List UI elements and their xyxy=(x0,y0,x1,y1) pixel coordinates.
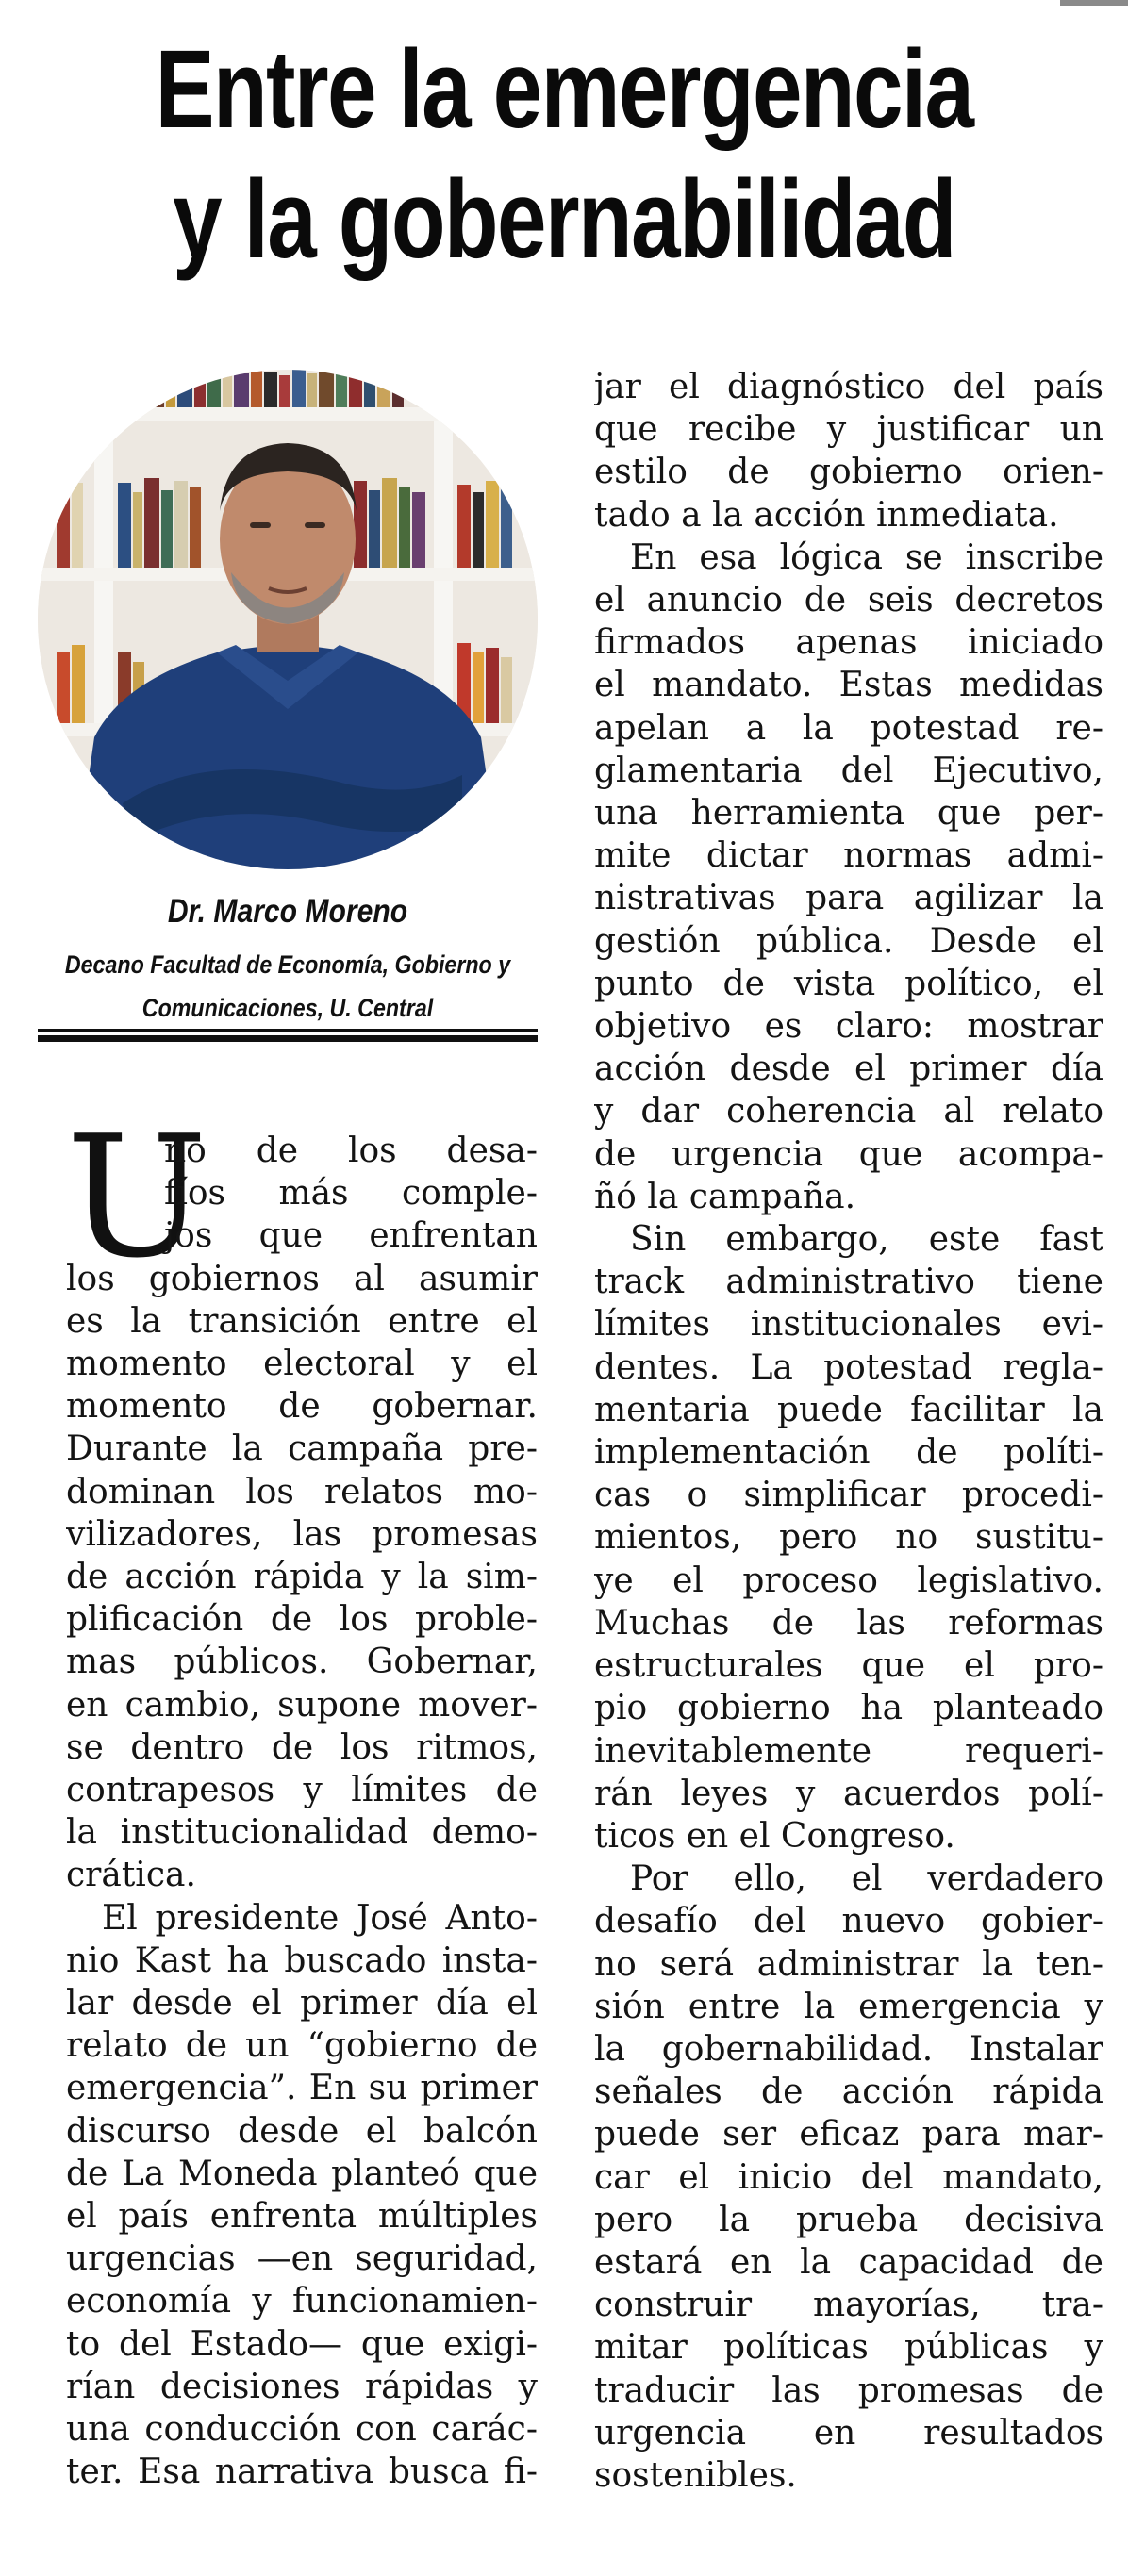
body-line: rían decisiones rápidas y xyxy=(66,2367,538,2406)
body-line: que recibe y justificar un xyxy=(594,410,1103,450)
body-line: una conducción con carác- xyxy=(66,2410,538,2450)
body-line: apelan a la potestad re- xyxy=(594,708,1103,748)
body-line: construir mayorías, tra- xyxy=(594,2286,1103,2325)
body-line: pio gobierno ha planteado xyxy=(594,1689,1103,1728)
author-portrait-photo xyxy=(38,370,538,869)
body-line: discurso desde el balcón xyxy=(66,2111,538,2151)
body-line: de acción rápida y la sim- xyxy=(66,1558,538,1597)
body-line: el anuncio de seis decretos xyxy=(594,581,1103,620)
body-line: mentaria puede facilitar la xyxy=(594,1390,1103,1429)
drop-cap-letter: U xyxy=(66,1099,208,1295)
body-line: mientos, pero no sustitu- xyxy=(594,1518,1103,1558)
body-line: jos que enfrentan xyxy=(164,1216,538,1256)
body-line: es la transición entre el xyxy=(66,1301,538,1341)
body-line: Por ello, el verdadero xyxy=(630,1859,1103,1899)
body-line: mite dictar normas admi- xyxy=(594,836,1103,876)
body-line: firmados apenas iniciado xyxy=(594,623,1103,663)
body-line: ter. Esa narrativa busca fi- xyxy=(66,2452,538,2492)
body-line: Sin embargo, este fast xyxy=(630,1220,1103,1260)
body-line: inevitablemente requeri- xyxy=(594,1731,1103,1771)
body-line: dominan los relatos mo- xyxy=(66,1472,538,1511)
body-line: implementación de políti- xyxy=(594,1433,1103,1473)
body-line: no será administrar la ten- xyxy=(594,1944,1103,1984)
body-line: to del Estado— que exigi- xyxy=(66,2324,538,2364)
body-line: mitar políticas públicas y xyxy=(594,2328,1103,2368)
body-line: la institucionalidad demo- xyxy=(66,1813,538,1853)
author-affiliation-line-1: Decano Facultad de Economía, Gobierno y xyxy=(64,950,511,979)
body-line: acción desde el primer día xyxy=(594,1049,1103,1089)
body-line: traducir las promesas de xyxy=(594,2370,1103,2410)
byline-rule-thick xyxy=(38,1035,538,1042)
body-line: estará en la capacidad de xyxy=(594,2242,1103,2282)
body-line: puede ser eficaz para mar- xyxy=(594,2115,1103,2155)
portrait-illustration xyxy=(38,370,538,869)
body-line: de urgencia que acompa- xyxy=(594,1134,1103,1174)
body-line: sostenibles. xyxy=(594,2455,797,2495)
body-line: gestión pública. Desde el xyxy=(594,921,1103,961)
body-line: tado a la acción inmediata. xyxy=(594,495,1059,535)
body-line: economía y funcionamien- xyxy=(66,2282,538,2321)
body-line: urgencia en resultados xyxy=(594,2413,1103,2452)
body-line: objetivo es claro: mostrar xyxy=(594,1007,1103,1047)
body-line: vilizadores, las promesas xyxy=(66,1514,538,1554)
body-line: track administrativo tiene xyxy=(594,1263,1103,1302)
body-line: sión entre la emergencia y xyxy=(594,1987,1103,2026)
body-line: cas o simplificar procedi- xyxy=(594,1476,1103,1515)
body-line: el país enfrenta múltiples xyxy=(66,2197,538,2237)
body-line: car el inicio del mandato, xyxy=(594,2157,1103,2197)
article-column-left xyxy=(66,1130,538,2494)
article-column-right xyxy=(594,366,1103,2497)
body-line: el mandato. Estas medidas xyxy=(594,666,1103,705)
body-line: Muchas de las reformas xyxy=(594,1603,1103,1643)
body-line: una herramienta que per- xyxy=(594,794,1103,834)
body-line: pero la prueba decisiva xyxy=(594,2200,1103,2239)
page-corner-mark xyxy=(1060,0,1128,6)
body-line: momento de gobernar. xyxy=(66,1387,538,1427)
body-line: no de los desa- xyxy=(164,1131,538,1170)
body-line: urgencias —en seguridad, xyxy=(66,2239,538,2279)
headline-line-1: Entre la emergencia xyxy=(155,27,973,152)
body-line: fíos más comple- xyxy=(164,1174,538,1214)
body-line: contrapesos y límites de xyxy=(66,1771,538,1810)
body-line: lar desde el primer día el xyxy=(66,1984,538,2023)
body-line: glamentaria del Ejecutivo, xyxy=(594,751,1103,790)
body-line: mas públicos. Gobernar, xyxy=(66,1643,538,1682)
body-line: de La Moneda planteó que xyxy=(66,2154,538,2193)
author-affiliation-line-2: Comunicaciones, U. Central xyxy=(141,994,434,1022)
body-line: estilo de gobierno orien- xyxy=(594,453,1103,492)
body-line: la gobernabilidad. Instalar xyxy=(594,2029,1103,2069)
body-line: nio Kast ha buscado insta- xyxy=(66,1940,538,1980)
byline-rule-thin xyxy=(38,1029,538,1032)
body-line: en cambio, supone mover- xyxy=(66,1685,538,1725)
body-line: crática. xyxy=(66,1856,196,1895)
body-line: estructurales que el pro- xyxy=(594,1646,1103,1686)
body-line: y dar coherencia al relato xyxy=(594,1092,1103,1131)
body-line: desafío del nuevo gobier- xyxy=(594,1902,1103,1941)
body-line: señales de acción rápida xyxy=(594,2072,1103,2112)
body-line: relato de un “gobierno de xyxy=(66,2026,538,2066)
body-line: límites institucionales evi- xyxy=(594,1305,1103,1345)
article-headline xyxy=(128,25,1001,285)
body-line: ticos en el Congreso. xyxy=(594,1816,955,1856)
body-line: emergencia”. En su primer xyxy=(66,2069,538,2108)
body-line: los gobiernos al asumir xyxy=(66,1259,538,1298)
body-line: momento electoral y el xyxy=(66,1345,538,1384)
author-affiliation xyxy=(28,943,547,1030)
body-line: se dentro de los ritmos, xyxy=(66,1727,538,1767)
body-line: plificación de los proble- xyxy=(66,1600,538,1640)
body-line: dentes. La potestad regla- xyxy=(594,1347,1103,1387)
body-line: jar el diagnóstico del país xyxy=(594,368,1103,406)
body-line: ye el proceso legislativo. xyxy=(594,1560,1103,1600)
body-line: rán leyes y acuerdos polí- xyxy=(594,1774,1103,1813)
headline-line-2: y la gobernabilidad xyxy=(173,157,955,282)
author-name: Dr. Marco Moreno xyxy=(167,893,408,930)
body-line: El presidente José Anto- xyxy=(102,1898,538,1938)
body-line: ñó la campaña. xyxy=(594,1177,856,1216)
body-line: nistrativas para agilizar la xyxy=(594,879,1103,918)
body-line: punto de vista político, el xyxy=(594,964,1103,1003)
body-line: Durante la campaña pre- xyxy=(66,1429,538,1469)
body-line: En esa lógica se inscribe xyxy=(630,537,1103,577)
